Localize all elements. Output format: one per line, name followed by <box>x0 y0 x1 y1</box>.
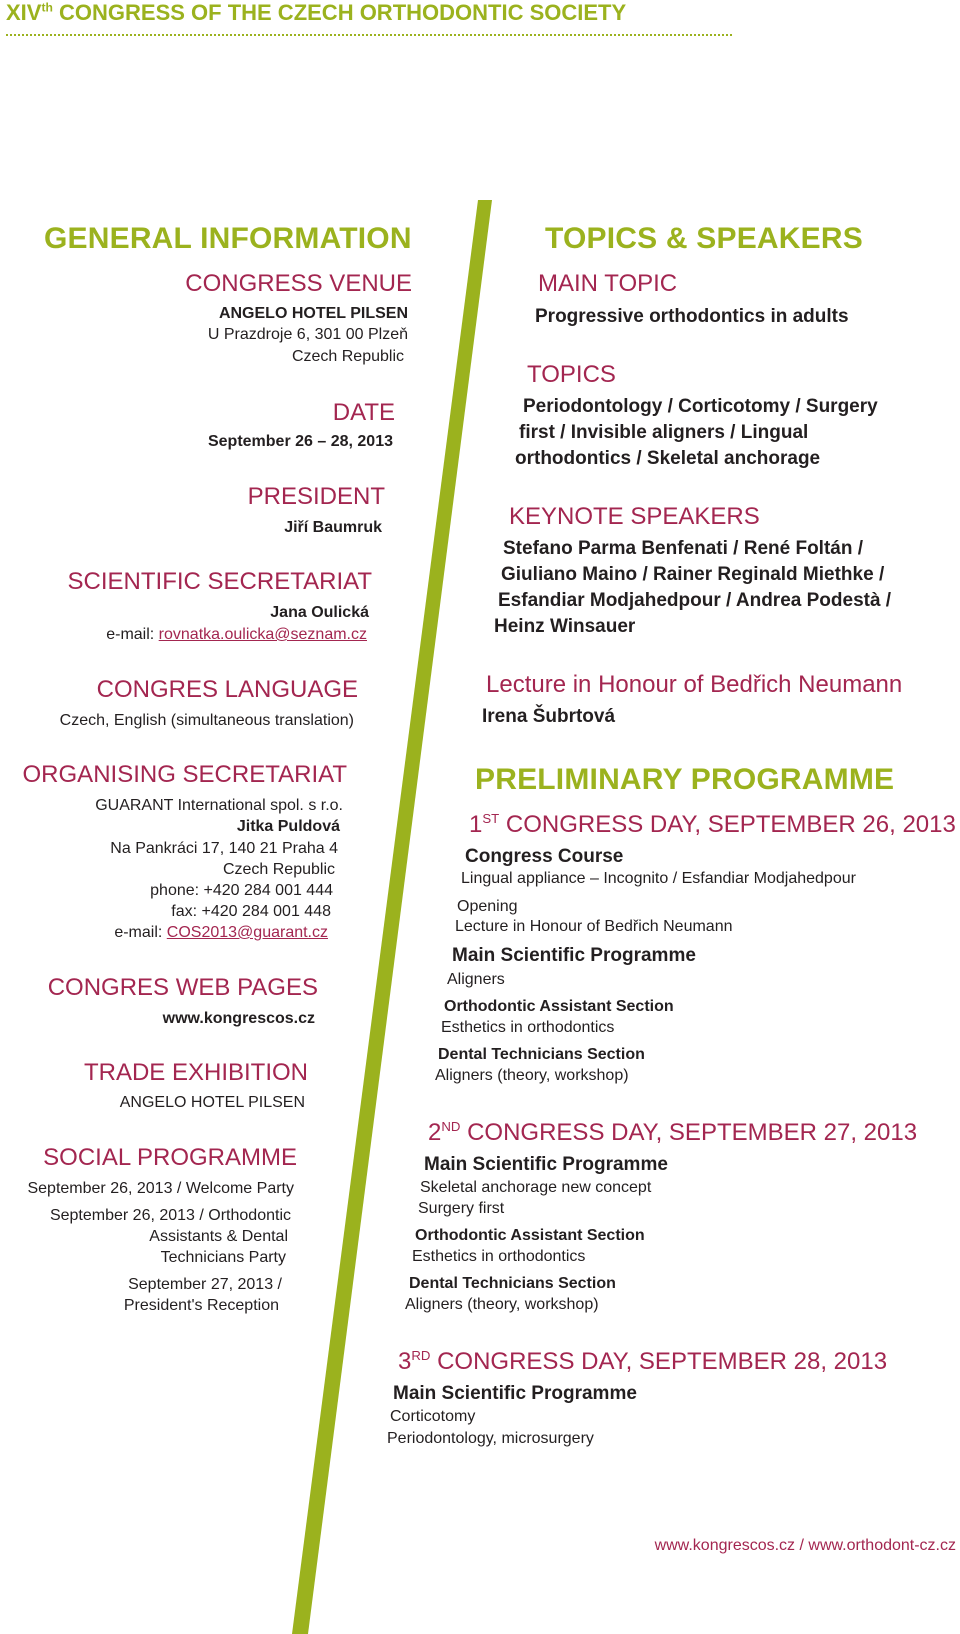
social-line-3b: President's Reception <box>123 1297 279 1314</box>
organising-country: Czech Republic <box>222 861 335 878</box>
social-programme-label: SOCIAL PROGRAMME <box>43 1144 297 1171</box>
organising-email-link[interactable]: COS2013@guarant.cz <box>166 924 328 941</box>
venue-country: Czech Republic <box>291 348 404 365</box>
scientific-contact-name: Jana Oulická <box>270 604 369 621</box>
day-1-dental-section: Dental Technicians Section <box>438 1046 645 1063</box>
day-1-heading <box>469 811 956 839</box>
title-rest: CONGRESS OF THE CZECH ORTHODONTIC SOCIETY <box>52 0 627 25</box>
date-label: DATE <box>332 399 395 426</box>
lecture-honour-name: Irena Šubrtová <box>482 706 616 727</box>
day-1-course: Congress Course <box>465 846 624 867</box>
day-2-number: 2 <box>428 1119 442 1147</box>
day-1-assistant-desc: Esthetics in orthodontics <box>441 1019 615 1036</box>
day-3-title: CONGRESS DAY, SEPTEMBER 28, 2013 <box>430 1348 888 1376</box>
congres-web-pages-label: CONGRES WEB PAGES <box>47 974 318 1001</box>
lecture-honour-label: Lecture in Honour of Bedřich Neumann <box>486 671 903 698</box>
day-2-assistant-section: Orthodontic Assistant Section <box>415 1227 645 1244</box>
main-topic-label: MAIN TOPIC <box>538 270 678 297</box>
day-3-number: 3 <box>398 1348 412 1376</box>
email-prefix: e-mail: <box>106 626 159 643</box>
day-1-title: CONGRESS DAY, SEPTEMBER 26, 2013 <box>499 811 956 839</box>
venue-address: U Prazdroje 6, 301 00 Plzeň <box>207 326 408 343</box>
day-1-dental-desc: Aligners (theory, workshop) <box>435 1067 629 1084</box>
day-3-main-desc-2: Periodontology, microsurgery <box>387 1430 594 1447</box>
president-label: PRESIDENT <box>247 483 385 510</box>
day-1-assistant-section: Orthodontic Assistant Section <box>444 998 674 1015</box>
day-2-assistant-desc: Esthetics in orthodontics <box>412 1248 586 1265</box>
organising-address: Na Pankráci 17, 140 21 Praha 4 <box>110 840 338 857</box>
organising-phone: phone: +420 284 001 444 <box>150 882 333 899</box>
day-1-main-desc: Aligners <box>447 971 505 988</box>
topics-line-1: Periodontology / Corticotomy / Surgery <box>523 396 878 417</box>
date-value: September 26 – 28, 2013 <box>207 433 393 450</box>
trade-exhibition-label: TRADE EXHIBITION <box>83 1059 308 1086</box>
organising-email-line <box>114 924 328 942</box>
topics-label: TOPICS <box>527 361 616 388</box>
organising-fax: fax: +420 284 001 448 <box>171 903 331 920</box>
day-2-main-desc-1: Skeletal anchorage new concept <box>420 1179 652 1196</box>
day-3-heading <box>398 1348 887 1376</box>
keynote-line-2: Giuliano Maino / Rainer Reginald Miethke / <box>501 564 885 585</box>
day-1-main-programme: Main Scientific Programme <box>452 945 696 966</box>
congres-web-url[interactable]: www.kongrescos.cz <box>162 1010 315 1027</box>
footer-links[interactable]: www.kongrescos.cz / www.orthodont-cz.cz <box>654 1537 956 1554</box>
topics-speakers-heading: TOPICS & SPEAKERS <box>545 222 863 255</box>
title-prefix: XIV <box>6 0 42 25</box>
day-1-lecture: Lecture in Honour of Bedřich Neumann <box>455 918 733 935</box>
day-1-opening: Opening <box>457 898 518 915</box>
day-2-dental-desc: Aligners (theory, workshop) <box>405 1296 599 1313</box>
general-information-heading: GENERAL INFORMATION <box>44 222 412 255</box>
day-1-number: 1 <box>469 811 483 839</box>
organising-secretariat-label: ORGANISING SECRETARIAT <box>22 761 347 788</box>
congres-language-label: CONGRES LANGUAGE <box>96 676 358 703</box>
social-line-2c: Technicians Party <box>160 1249 286 1266</box>
day-3-main-desc-1: Corticotomy <box>390 1408 476 1425</box>
congress-venue-label: CONGRESS VENUE <box>185 270 412 297</box>
social-line-3a: September 27, 2013 / <box>128 1276 282 1293</box>
day-2-main-programme: Main Scientific Programme <box>424 1154 668 1175</box>
day-1-suffix: ST <box>482 811 500 826</box>
social-line-2a: September 26, 2013 / Orthodontic <box>49 1207 291 1224</box>
keynote-line-1: Stefano Parma Benfenati / René Foltán / <box>503 538 864 559</box>
organising-contact-name: Jitka Puldová <box>236 818 340 835</box>
president-name: Jiří Baumruk <box>284 519 382 536</box>
email-prefix: e-mail: <box>114 924 167 941</box>
keynote-line-3: Esfandiar Modjahedpour / Andrea Podestà / <box>498 590 892 611</box>
organising-company: GUARANT International spol. s r.o. <box>95 797 343 814</box>
day-2-title: CONGRESS DAY, SEPTEMBER 27, 2013 <box>460 1119 918 1147</box>
topics-line-2: first / Invisible aligners / Lingual <box>519 422 809 443</box>
social-line-1: September 26, 2013 / Welcome Party <box>27 1180 294 1197</box>
preliminary-programme-heading: PRELIMINARY PROGRAMME <box>475 763 895 796</box>
trade-exhibition-value: ANGELO HOTEL PILSEN <box>119 1094 305 1111</box>
keynote-line-4: Heinz Winsauer <box>494 616 636 637</box>
scientific-email-link[interactable]: rovnatka.oulicka@seznam.cz <box>158 626 367 643</box>
day-3-suffix: RD <box>411 1348 431 1363</box>
main-topic-value: Progressive orthodontics in adults <box>535 306 849 327</box>
title-superscript: th <box>41 0 53 15</box>
day-3-main-programme: Main Scientific Programme <box>393 1383 637 1404</box>
day-1-course-desc: Lingual appliance – Incognito / Esfandiar Modjahedpour <box>461 870 856 887</box>
venue-name: ANGELO HOTEL PILSEN <box>218 305 408 322</box>
keynote-speakers-label: KEYNOTE SPEAKERS <box>509 503 760 530</box>
social-line-2b: Assistants & Dental <box>149 1228 288 1245</box>
day-2-dental-section: Dental Technicians Section <box>409 1275 616 1292</box>
congres-language-value: Czech, English (simultaneous translation) <box>59 712 354 729</box>
scientific-email-line <box>106 626 367 644</box>
scientific-secretariat-label: SCIENTIFIC SECRETARIAT <box>67 568 372 595</box>
day-2-main-desc-2: Surgery first <box>418 1200 505 1217</box>
day-2-suffix: ND <box>441 1119 461 1134</box>
day-2-heading <box>428 1119 917 1147</box>
topics-line-3: orthodontics / Skeletal anchorage <box>515 448 821 469</box>
